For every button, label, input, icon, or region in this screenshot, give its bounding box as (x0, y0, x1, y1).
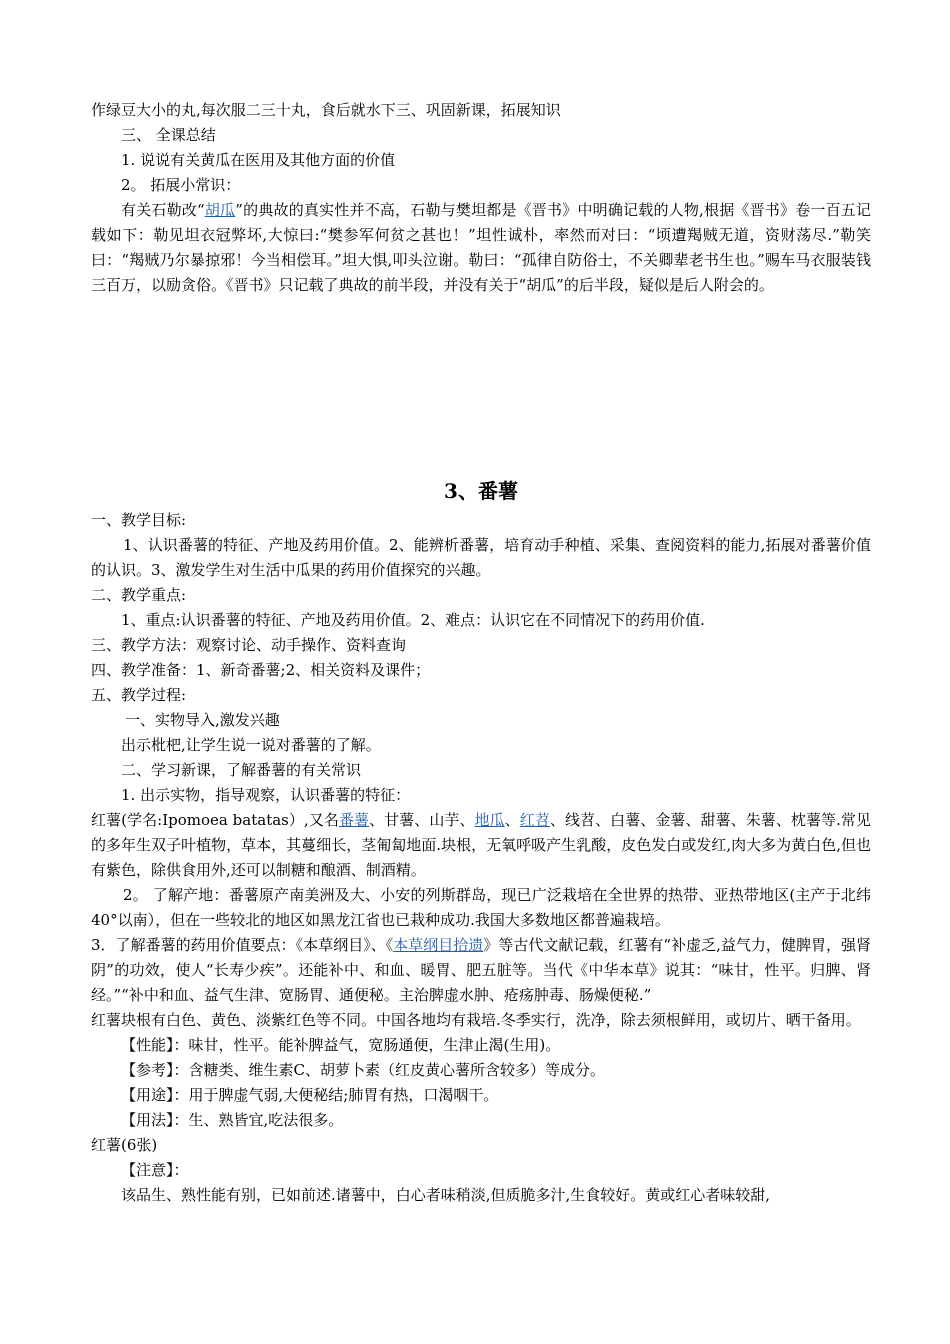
step-heading: 二、学习新课，了解番薯的有关常识 (121, 761, 362, 779)
story-text: 有关石勒改“ (121, 201, 205, 219)
desc-text: 、 (504, 811, 520, 829)
focus-text: 1、重点:认识番薯的特征、产地及药用价值。2、难点：认识它在不同情况下的药用价值. (121, 611, 705, 629)
lesson-section (91, 476, 871, 1208)
reference-line: 【参考】：含糖类、维生素C、胡萝卜素（红皮黄心薯所含较多）等成分。 (121, 1061, 605, 1079)
story-text: ”的典故的真实性并不高，石勒与樊坦都是《晋书》中明确记载的人物,根据《晋书》卷一百五记载如下：勒见坦衣冠弊坏,大惊曰:“樊参军何贫之甚也！”坦性诚朴，率然而对曰：“顷遭羯贼无道，资财荡尽.”勒笑曰：“羯贼乃尔暴掠邪！今当相偿耳。”坦大惧,叩头泣谢。勒曰：“孤律自防俗士，不关卿辈老书生也。”赐车马衣服装钱三百万，以励贪俗。《晋书》只记载了典故的前半段，并没有关于“胡瓜”的后半段，疑似是后人附会的。 (91, 201, 871, 294)
list-item: 1. 说说有关黄瓜在医用及其他方面的价值 (121, 151, 396, 169)
section-heading: 一、教学目标: (91, 511, 187, 529)
description-paragraph (91, 808, 871, 883)
use-line: 【用途】：用于脾虚气弱,大便秘结;肺胃有热，口渴咽干。 (121, 1086, 499, 1104)
root-paragraph: 红薯块根有白色、黄色、淡紫红色等不同。中国各地均有栽培.冬季实行，洗净，除去须根鲜用，或切片、晒干备用。 (91, 1011, 861, 1029)
link-huagua[interactable]: 胡瓜 (204, 201, 236, 219)
story-paragraph (91, 198, 871, 298)
method-line: 三、教学方法：观察讨论、动手操作、资料查询 (91, 636, 407, 654)
caution-heading: 【注意】： (121, 1161, 189, 1179)
step-heading: 一、实物导入,激发兴趣 (125, 711, 280, 729)
desc-text: 红薯(学名:Ipomoea batatas）,又名 (91, 811, 339, 829)
previous-lesson-tail (91, 98, 871, 298)
text-line: 作绿豆大小的丸,每次服二三十丸，食后就水下三、巩固新课，拓展知识 (91, 101, 561, 119)
step-text: 出示枇杷,让学生说一说对番薯的了解。 (121, 736, 381, 754)
link-fanshu[interactable]: 番薯 (338, 811, 370, 829)
link-hongshao[interactable]: 红苕 (519, 811, 550, 829)
desc-text: 、甘薯、山芋、 (369, 811, 475, 829)
images-note: 红薯(6张) (91, 1136, 158, 1154)
desc-text: 、线苕、白薯、金薯、甜薯、朱薯、枕薯等.常见的多年生双子叶植物，草本，其蔓细长，茎匍匐地面.块根，无氧呼吸产生乳酸，皮色发白或发红,肉大多为黄白色,但也有紫色，除供食用外,还可以制糖和酿酒、制酒精。 (91, 811, 871, 879)
med-text: 3．了解番薯的药用价值要点：《本草纲目》、《 (91, 936, 394, 954)
usage-line: 【用法】：生、熟皆宜,吃法很多。 (121, 1111, 344, 1129)
lesson-title: 3、番薯 (444, 479, 518, 503)
property-line: 【性能】：味甘，性平。能补脾益气，宽肠通便，生津止渴(生用)。 (121, 1036, 561, 1054)
link-bencao-gangmu-shiyi[interactable]: 本草纲目拾遗 (393, 936, 484, 954)
list-item: 2。 拓展小常识： (121, 176, 241, 194)
medicinal-paragraph (91, 933, 871, 1008)
origin-paragraph: 2。 了解产地：番薯原产南美洲及大、小安的列斯群岛，现已广泛栽培在全世界的热带、亚热带地区(主产于北纬40°以南），但在一些较北的地区如黑龙江省也已栽种成功.我国大多数地区都普遍栽培。 (91, 886, 871, 929)
caution-text: 该品生、熟性能有别，已如前述.诸薯中，白心者味稍淡,但质脆多汁,生食较好。黄或红心者味较甜, (121, 1186, 771, 1204)
section-heading: 五、教学过程: (91, 686, 187, 704)
link-digua[interactable]: 地瓜 (474, 811, 505, 829)
prep-line: 四、教学准备：1、新奇番薯;2、相关资料及课件； (91, 661, 431, 679)
goals-text: 1、认识番薯的特征、产地及药用价值。2、能辨析番薯，培育动手种植、采集、查阅资料的能力,拓展对番薯价值的认识。3、激发学生对生活中瓜果的药用价值探究的兴趣。 (91, 536, 871, 579)
section-heading: 二、教学重点: (91, 586, 187, 604)
section-heading: 三、 全课总结 (121, 126, 216, 144)
list-item: 1. 出示实物，指导观察，认识番薯的特征： (121, 786, 411, 804)
med-text: 》等古代文献记载，红薯有“补虚乏,益气力，健脾胃，强肾阴”的功效，使人“长寿少疾”。还能补中、和血、暖胃、肥五脏等。当代《中华本草》说其：“味甘，性平。归脾、肾经。”“补中和血、益气生津、宽肠胃、通便秘。主治脾虚水肿、疮疡肿毒、肠燥便秘.” (91, 936, 871, 1004)
